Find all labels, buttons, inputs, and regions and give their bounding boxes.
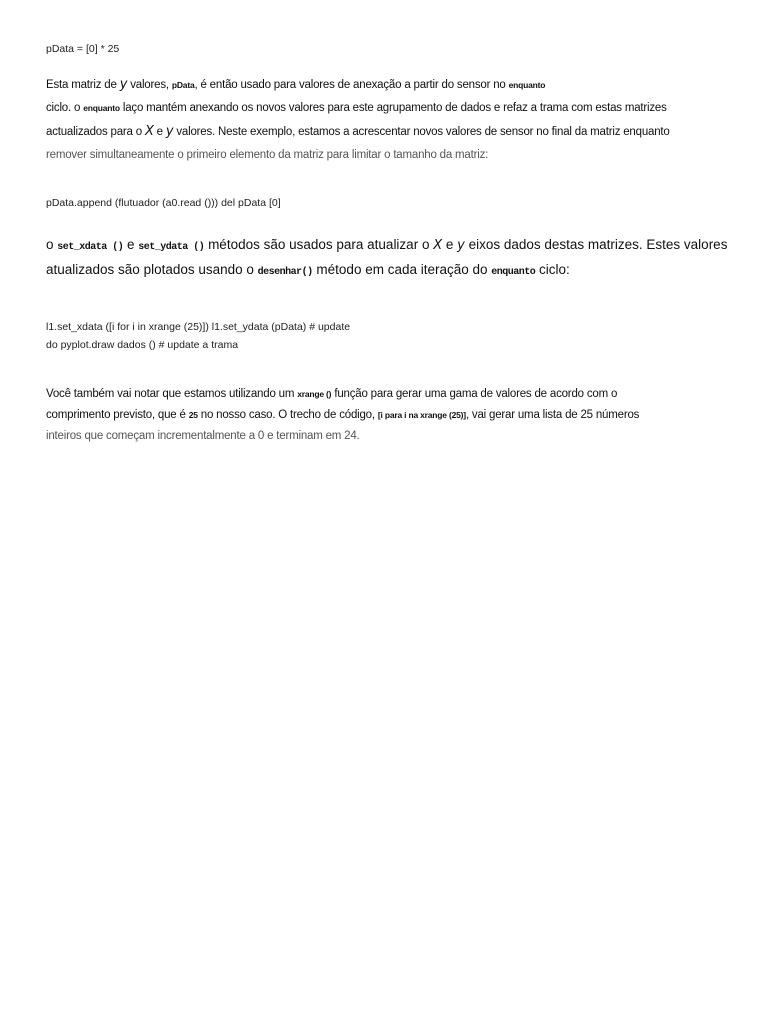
inline-code: pData [171,80,195,90]
math-variable: y [119,77,128,92]
code-line: l1.set_xdata ([i for i in xrange (25)]) l1.set_ydata (pData) # update [46,321,351,333]
document-page [46,40,736,447]
inline-code: enquanto [508,80,546,90]
text-run: valores. Neste exemplo, estamos a acrescentar novos valores de sensor no final da matriz enquanto [173,126,670,138]
code-snippet-update [46,318,736,354]
text-line [46,120,736,144]
text-line [46,97,736,120]
math-variable: X [433,238,443,253]
text-run: eixos dados destas matrizes. Estes valores [464,237,728,252]
text-run: atualizados são plotados usando o [46,262,258,277]
inline-code: 25 [188,410,198,420]
inline-code: set_ydata () [138,242,205,253]
text-run: actualizados para o [46,126,145,138]
text-run: laço mantém anexando os novos valores para este agrupamento de dados e refaz a trama com estas matrizes [119,102,667,114]
code-line: pData = [0] * 25 [46,43,120,55]
inline-code: set_xdata () [57,242,124,253]
paragraph-xrange [46,384,736,447]
text-line [46,73,736,97]
text-run: no nosso caso. O trecho de código, [197,409,378,421]
inline-code: xrange () [297,389,332,399]
paragraph-set-data-methods [46,234,736,284]
text-run: e [153,126,166,138]
text-run: , vai gerar uma lista de 25 números [465,409,640,421]
text-run: o [46,237,58,252]
text-line [46,234,736,259]
text-run: ciclo. o [46,102,84,114]
text-run: valores, [127,79,172,91]
inline-code: [i para i na xrange (25)] [377,410,466,420]
text-run: métodos são usados para atualizar o [204,237,434,252]
text-run: , é então usado para valores de anexação a partir do sensor no [194,79,509,91]
inline-code: enquanto [491,267,536,278]
text-run: Você também vai notar que estamos utilizando um [46,388,298,400]
text-line: remover simultaneamente o primeiro elemento da matriz para limitar o tamanho da matriz: [46,149,489,161]
text-line: inteiros que começam incrementalmente a 0 e terminam em 24. [46,430,360,442]
code-snippet-pdata [46,40,736,58]
math-variable: y [457,238,465,253]
text-line [46,405,736,426]
text-run: método em cada iteração do [312,262,492,277]
code-line: pData.append (flutuador (a0.read ())) del pData [0] [46,197,281,209]
math-variable: X [144,124,154,139]
paragraph-pdata-description [46,73,736,167]
inline-code: enquanto [83,103,120,113]
text-run: e [442,237,458,252]
text-run: comprimento previsto, que é [46,409,189,421]
code-line: do pyplot.draw dados () # update a trama [46,339,239,351]
text-line [46,384,736,405]
text-run: função para gerar uma gama de valores de acordo com o [331,388,618,400]
text-run: ciclo: [535,262,570,277]
code-snippet-append [46,194,736,212]
inline-code: desenhar() [257,267,313,278]
text-run: Esta matriz de [46,79,120,91]
math-variable: y [165,124,174,139]
text-run: e [123,237,139,252]
text-line [46,259,736,284]
